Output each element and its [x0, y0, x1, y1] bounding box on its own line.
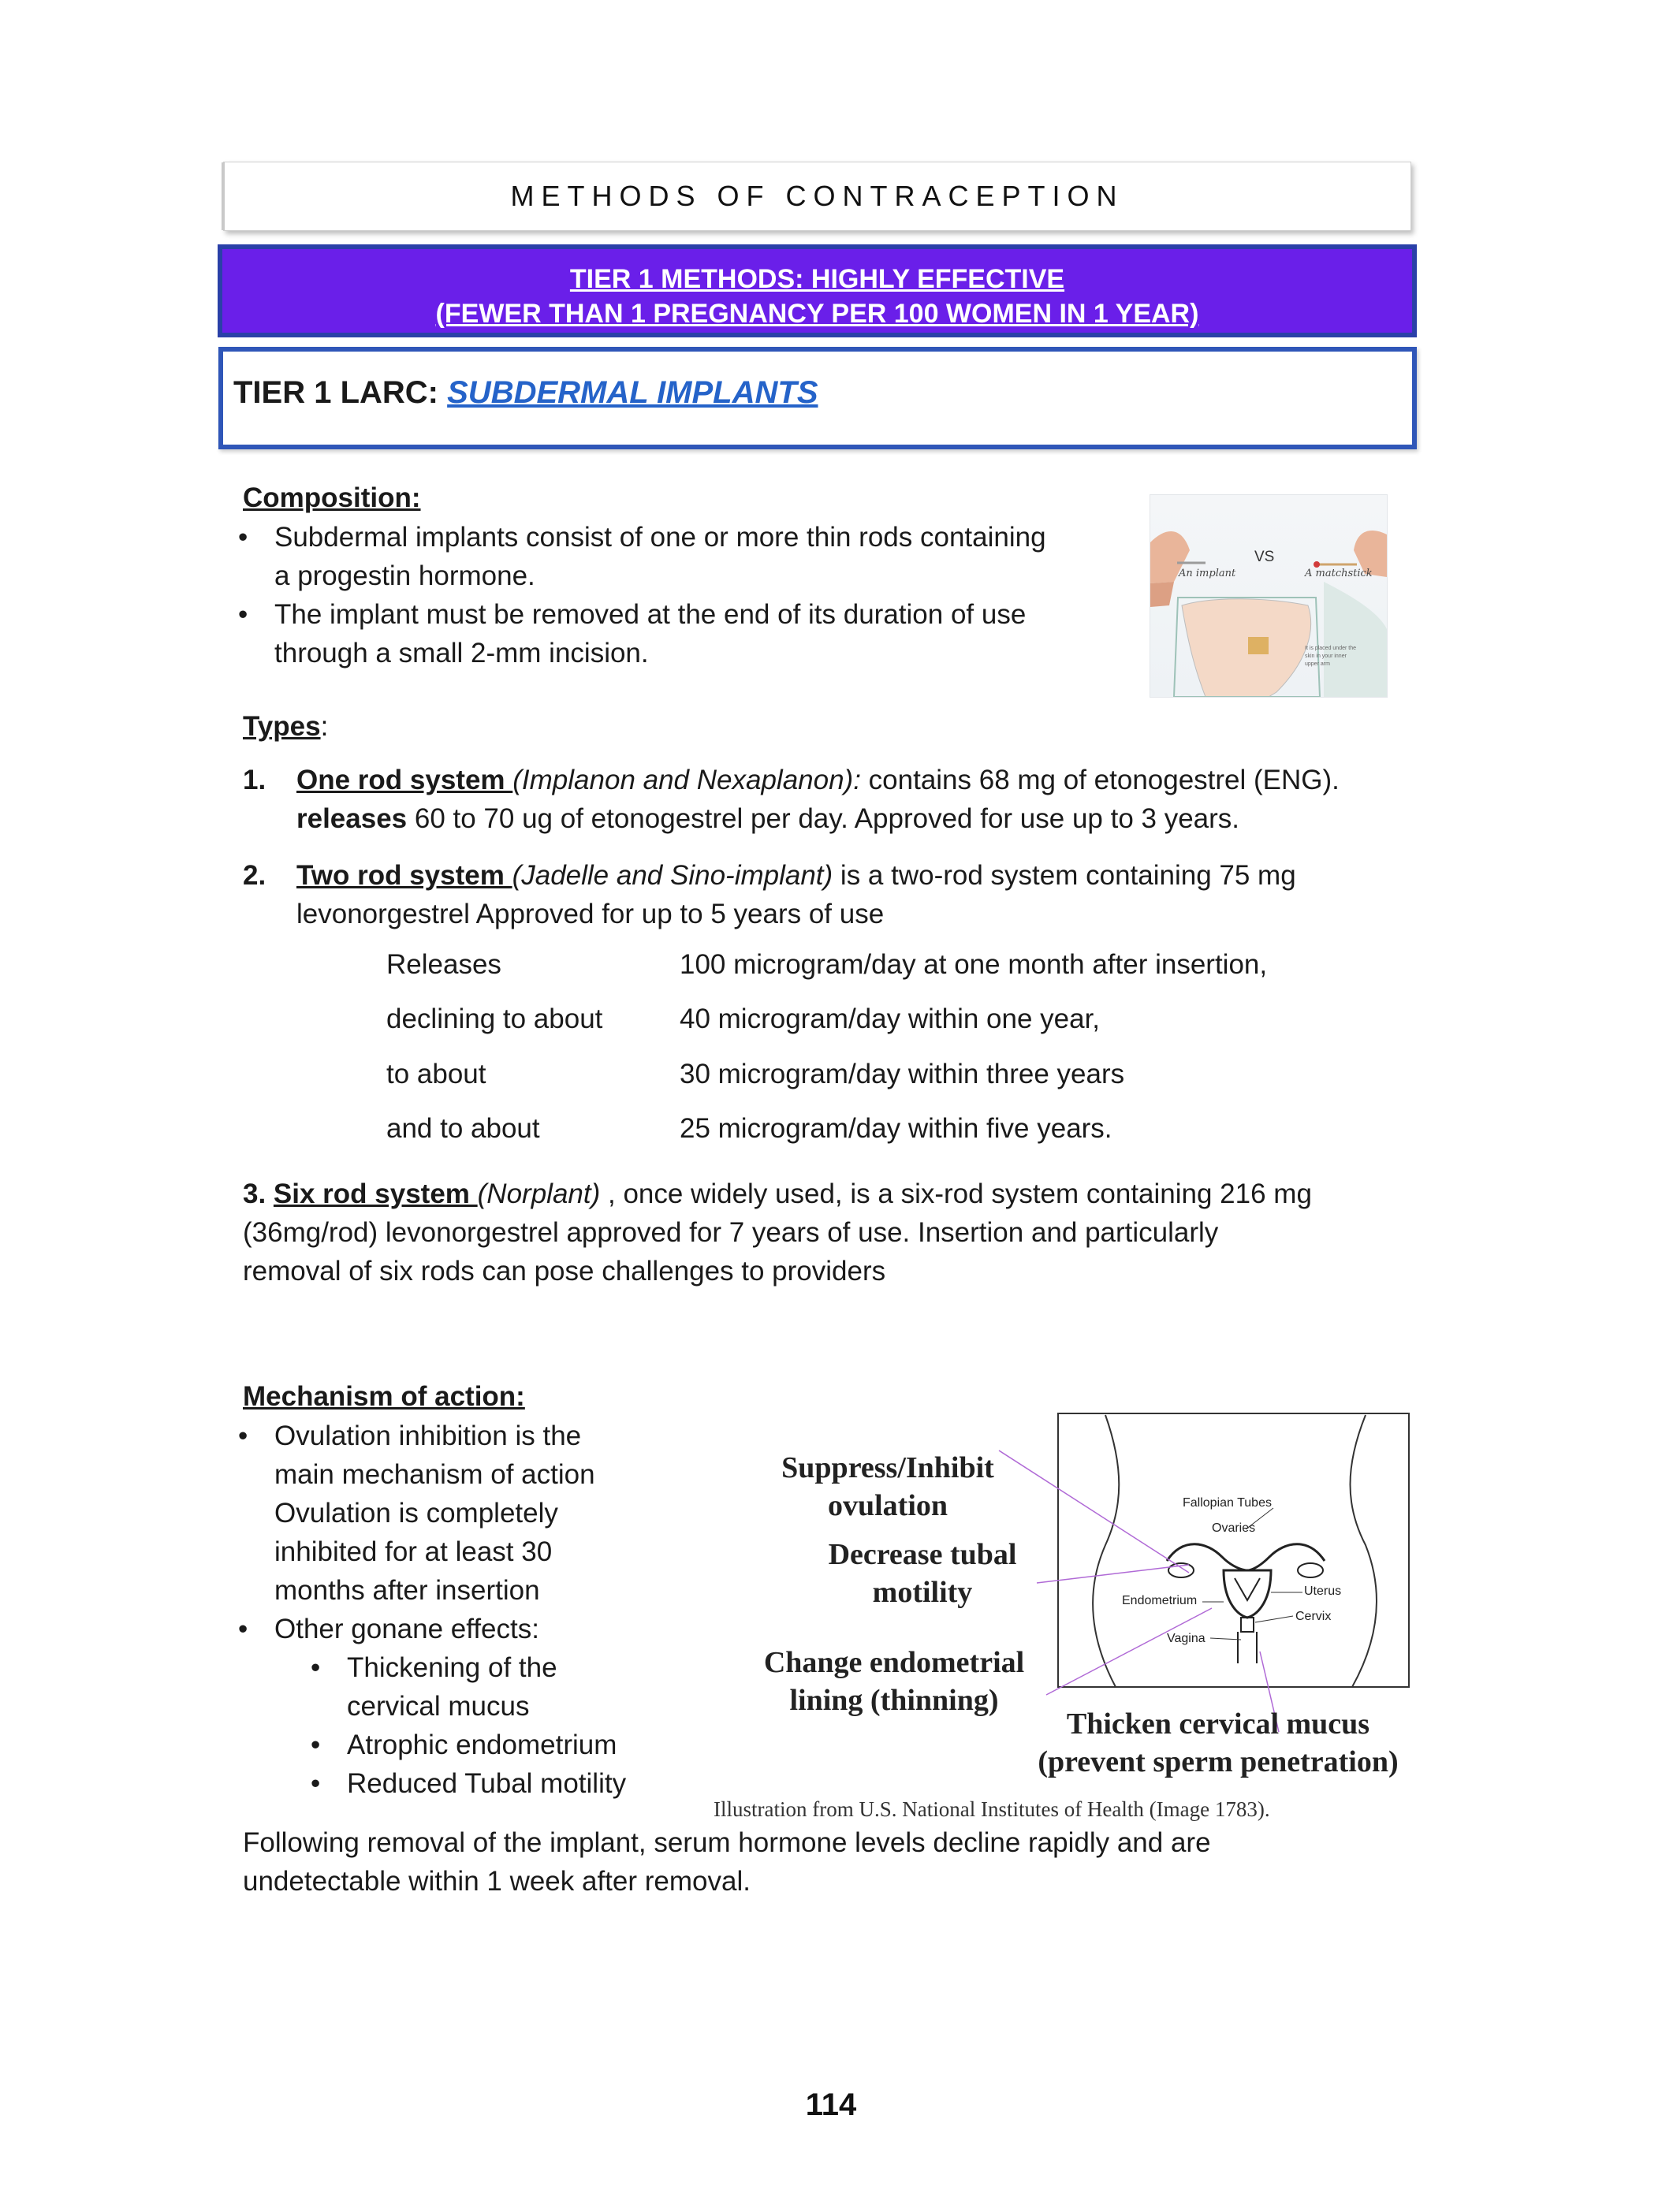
type-item-3-line3: removal of six rods can pose challenges to providers	[243, 1256, 886, 1287]
vs-label: VS	[1254, 549, 1275, 565]
type-item-1: 1. One rod system (Implanon and Nexaplanon): contains 68 mg of etonogestrel (ENG).	[243, 765, 1340, 795]
implant-vs-matchstick-image	[1150, 494, 1388, 698]
section-header	[223, 162, 1411, 231]
release-value: 40 microgram/day within one year,	[680, 1004, 1101, 1034]
label-change-endometrial-lining: Change endometrial lining (thinning)	[763, 1646, 1025, 1717]
implant-label: An implant	[1179, 568, 1236, 579]
matchstick-label: A matchstick	[1305, 568, 1373, 579]
release-label: and to about	[386, 1113, 540, 1144]
mechanism-heading: Mechanism of action:	[243, 1381, 525, 1412]
page-number: 114	[805, 2087, 857, 2122]
release-label: to about	[386, 1059, 486, 1089]
composition-list	[238, 518, 1058, 672]
tier-banner-line2: (FEWER THAN 1 PREGNANCY PER 100 WOMEN IN 1 YEAR)	[435, 299, 1199, 329]
types-heading: Types:	[243, 711, 329, 742]
tier-banner	[218, 244, 1417, 337]
following-removal-line1: Following removal of the implant, serum hormone levels decline rapidly and are	[243, 1827, 1211, 1858]
release-label: declining to about	[386, 1004, 603, 1034]
anat-ovaries: Ovaries	[1212, 1521, 1256, 1535]
list-item: • Subdermal implants consist of one or more thin rods containing a progestin hormone.	[238, 522, 1046, 591]
list-item: • Other gonane effects:	[238, 1614, 539, 1644]
type-item-1-line2: releases 60 to 70 ug of etonogestrel per day. Approved for use up to 3 years.	[296, 803, 1240, 834]
release-value: 30 microgram/day within three years	[680, 1059, 1125, 1089]
anat-cervix: Cervix	[1295, 1610, 1332, 1623]
implant-note: It is placed under the skin in your inner upper arm	[1305, 646, 1356, 667]
list-item: • The implant must be removed at the end of its duration of use through a small 2-mm incision.	[238, 599, 1027, 668]
composition-bullet-2: The implant must be removed at the end of its duration of use through a small 2-mm incision.	[274, 599, 1027, 668]
anat-uterus: Uterus	[1304, 1585, 1342, 1598]
larc-prefix: TIER 1 LARC:	[233, 375, 448, 410]
release-value: 100 microgram/day at one month after insertion,	[680, 949, 1268, 980]
sub-list-item: • Atrophic endometrium	[311, 1730, 617, 1760]
sub-list-item: • Reduced Tubal motility	[311, 1768, 627, 1799]
mechanism-diagram	[694, 1403, 1427, 1845]
list-item: • Ovulation inhibition is the main mechanism of action Ovulation is completely inhibited for at least 30 months after insertion	[238, 1421, 595, 1606]
composition-bullet-1: Subdermal implants consist of one or more thin rods containing a progestin hormone.	[274, 522, 1046, 591]
anat-endometrium: Endometrium	[1122, 1594, 1198, 1607]
release-value: 25 microgram/day within five years.	[680, 1113, 1112, 1144]
type-item-3-line2: (36mg/rod) levonorgestrel approved for 7 years of use. Insertion and particularly	[243, 1217, 1219, 1248]
label-decrease-tubal-motility: Decrease tubal motility	[828, 1538, 1017, 1609]
mechanism-list	[238, 1417, 680, 1803]
section-header-title: METHODS OF CONTRACEPTION	[510, 180, 1124, 212]
release-label: Releases	[386, 949, 501, 980]
anat-fallopian-tubes: Fallopian Tubes	[1183, 1496, 1272, 1510]
sub-list-item: • Thickening of the cervical mucus	[311, 1652, 557, 1722]
label-suppress-ovulation: Suppress/Inhibit ovulation	[781, 1451, 994, 1522]
larc-heading	[233, 375, 818, 411]
anat-vagina: Vagina	[1167, 1632, 1206, 1645]
type-item-3: 3. Six rod system (Norplant) , once widely used, is a six-rod system containing 216 mg	[243, 1179, 1312, 1209]
larc-title: SUBDERMAL IMPLANTS	[447, 375, 818, 410]
composition-heading: Composition:	[243, 482, 421, 513]
label-thicken-cervical-mucus: Thicken cervical mucus (prevent sperm penetration)	[1038, 1707, 1399, 1778]
tier-banner-line1: TIER 1 METHODS: HIGHLY EFFECTIVE	[569, 264, 1065, 294]
type-item-2: 2. Two rod system (Jadelle and Sino-implant) is a two-rod system containing 75 mg	[243, 860, 1296, 891]
diagram-caption: Illustration from U.S. National Institutes of Health (Image 1783).	[714, 1797, 1270, 1821]
following-removal-line2: undetectable within 1 week after removal.	[243, 1866, 751, 1897]
type-item-2-line2: levonorgestrel Approved for up to 5 years of use	[296, 899, 885, 929]
